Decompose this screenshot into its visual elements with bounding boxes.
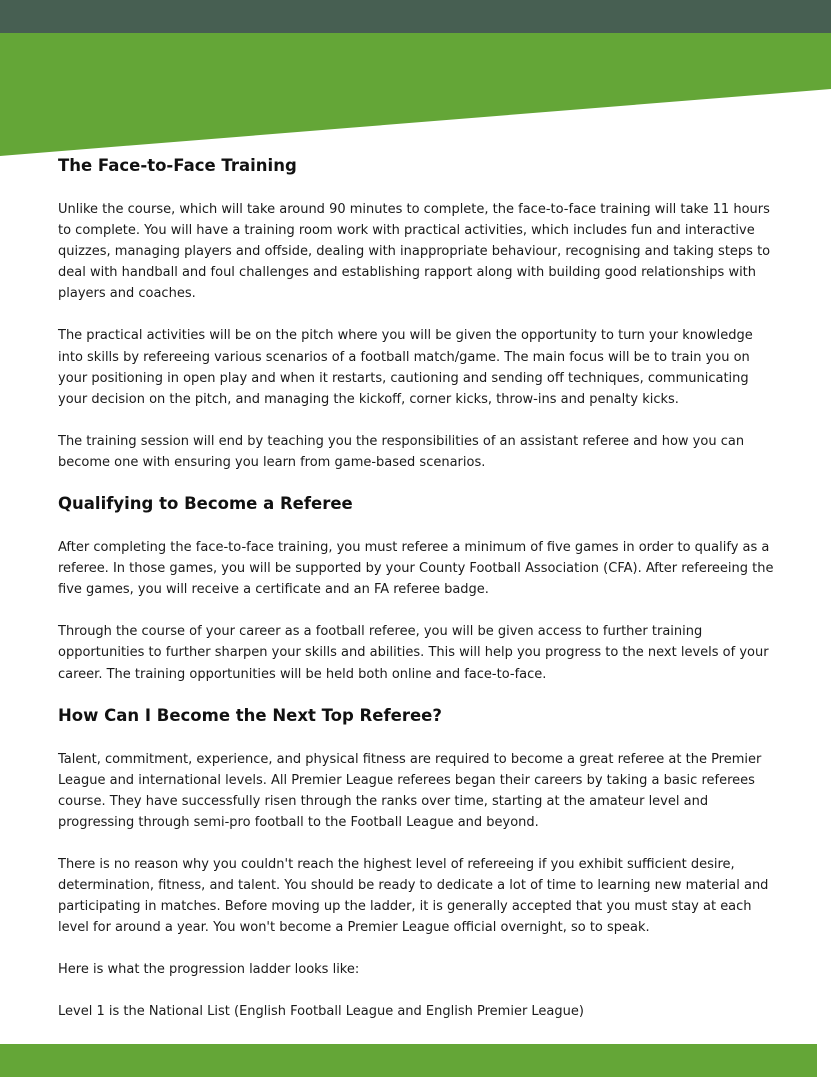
- header-diagonal-shape: [0, 33, 831, 158]
- paragraph: Here is what the progression ladder looks like:: [58, 962, 360, 978]
- section-heading-next-top-referee: How Can I Become the Next Top Referee?: [58, 705, 442, 725]
- section-heading-face-to-face: The Face-to-Face Training: [58, 156, 297, 175]
- header-green-band: [0, 33, 831, 158]
- paragraph: After completing the face-to-face training, you must referee a minimum of five games in order to qualify as a referee. In those games, you will be supported by your County Football Association (CFA). After refereeing the five games, you will receive a certificate and an FA referee badge.: [58, 540, 774, 598]
- paragraph: There is no reason why you couldn't reach the highest level of refereeing if you exhibit sufficient desire, determination, fitness, and talent. You should be ready to dedicate a lot of time to learning new material and participating in matches. Before moving up the ladder, it is generally accepted that you must stay at each level for around a year. You won't become a Premier League official overnight, so to speak.: [58, 856, 769, 936]
- paragraph: Talent, commitment, experience, and physical fitness are required to become a great referee at the Premier League and international levels. All Premier League referees began their careers by taking a basic referees course. They have successfully risen through the ranks over time, starting at the amateur level and progressing through semi-pro football to the Football League and beyond.: [58, 751, 762, 830]
- paragraph: Level 1 is the National List (English Football League and English Premier League): [58, 1004, 584, 1020]
- section-heading-qualifying: Qualifying to Become a Referee: [58, 494, 353, 514]
- paragraph: Unlike the course, which will take around 90 minutes to complete, the face-to-face training will take 11 hours to complete. You will have a training room work with practical activities, which includes fun and interactive quizzes, managing players and offside, dealing with inappropriate behaviour, recognising and taking steps to deal with handball and foul challenges and establishing rapport along with building good relationships with players and coaches.: [58, 202, 771, 302]
- header-dark-bar: [0, 0, 831, 33]
- footer-green-bar: [0, 1044, 817, 1077]
- paragraph: The training session will end by teaching you the responsibilities of an assistant referee and how you can become one with ensuring you learn from game-based scenarios.: [58, 433, 745, 470]
- paragraph: Through the course of your career as a football referee, you will be given access to further training opportunities to further sharpen your skills and abilities. This will help you progress to the next levels of your career. The training opportunities will be held both online and face-to-face.: [58, 624, 769, 682]
- paragraph: The practical activities will be on the pitch where you will be given the opportunity to turn your knowledge into skills by refereeing various scenarios of a football match/game. The main focus will be to train you on your positioning in open play and when it restarts, cautioning and sending off techniques, communicating your decision on the pitch, and managing the kickoff, corner kicks, throw-ins and penalty kicks.: [58, 328, 753, 407]
- article-body: [58, 153, 774, 1023]
